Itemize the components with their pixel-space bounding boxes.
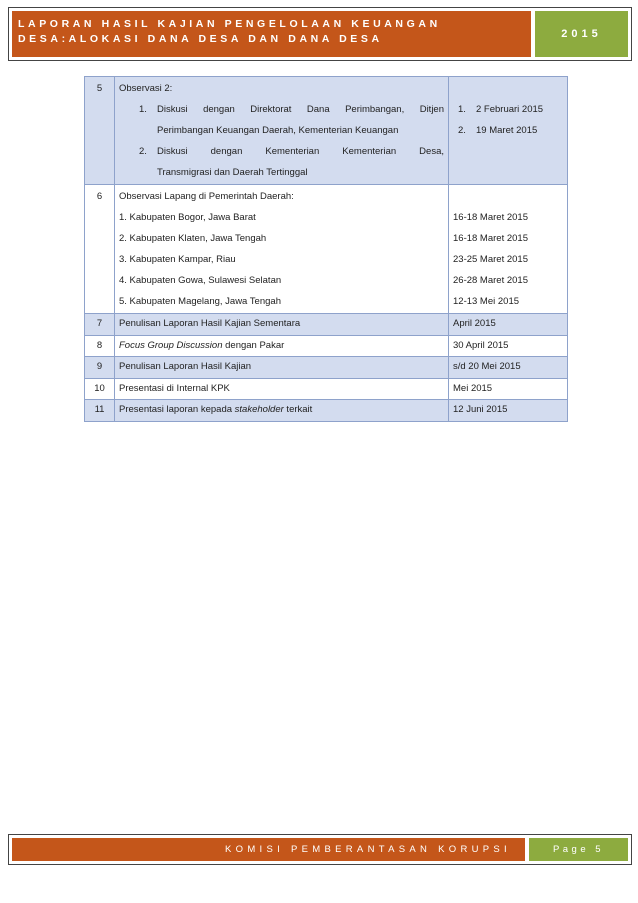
row-number: 11 <box>94 404 105 415</box>
date-item: 2. 19 Maret 2015 <box>458 125 538 136</box>
activity-subitem: 1. Diskusi dengan Direktorat Dana Perimbangan, Ditjen Perimbangan Keuangan Daerah, Kementerian Keuangan <box>139 104 444 136</box>
report-title-line2: DESA:ALOKASI DANA DESA DAN DANA DESA <box>18 33 383 45</box>
row-number: 10 <box>94 382 105 394</box>
page-footer <box>8 834 632 865</box>
date-text: s/d 20 Mei 2015 <box>453 361 521 372</box>
date-text: April 2015 <box>453 318 496 329</box>
date-item: 1. 2 Februari 2015 <box>458 104 544 115</box>
date-item: 16-18 Maret 2015 <box>453 233 528 244</box>
location-item: 2. Kabupaten Klaten, Jawa Tengah <box>119 233 267 244</box>
organization-name: KOMISI PEMBERANTASAN KORUPSI <box>12 838 525 861</box>
page-header <box>8 7 632 61</box>
activity-text: Penulisan Laporan Hasil Kajian Sementara <box>119 318 301 329</box>
activity-title: Observasi 2: <box>119 83 173 94</box>
date-text: Mei 2015 <box>453 382 493 394</box>
location-item: 4. Kabupaten Gowa, Sulawesi Selatan <box>119 275 282 286</box>
activity-title: Observasi Lapang di Pemerintah Daerah: <box>119 191 294 202</box>
table-row <box>85 357 568 379</box>
activity-text: Presentasi laporan kepada stakeholder terkait <box>119 404 313 415</box>
activity-text: Focus Group Discussion dengan Pakar <box>119 339 285 351</box>
row-number: 6 <box>96 191 103 202</box>
report-year: 2015 <box>535 11 628 57</box>
schedule-table <box>84 76 568 422</box>
page-number: Page 5 <box>529 838 628 861</box>
activity-subitem: 2. Diskusi dengan Kementerian Kementerian Desa, Transmigrasi dan Daerah Tertinggal <box>139 146 444 178</box>
date-item: 12-13 Mei 2015 <box>453 296 520 307</box>
table-row <box>85 314 568 336</box>
location-item: 3. Kabupaten Kampar, Riau <box>119 254 236 265</box>
activity-text: Penulisan Laporan Hasil Kajian <box>119 361 252 372</box>
location-item: 1. Kabupaten Bogor, Jawa Barat <box>119 212 256 223</box>
date-text: 12 Juni 2015 <box>453 404 508 415</box>
table-row <box>85 378 568 400</box>
row-number: 7 <box>96 318 103 329</box>
date-text: 30 April 2015 <box>453 339 509 351</box>
location-item: 5. Kabupaten Magelang, Jawa Tengah <box>119 296 281 307</box>
date-item: 16-18 Maret 2015 <box>453 212 528 223</box>
row-number: 8 <box>96 339 103 351</box>
date-item: 26-28 Maret 2015 <box>453 275 528 286</box>
report-title-line1: LAPORAN HASIL KAJIAN PENGELOLAAN KEUANGAN <box>18 18 441 30</box>
table-row <box>85 335 568 357</box>
row-number: 9 <box>96 361 103 372</box>
table-row <box>85 400 568 422</box>
report-title <box>12 11 531 57</box>
date-item: 23-25 Maret 2015 <box>453 254 528 265</box>
activity-text: Presentasi di Internal KPK <box>119 382 230 394</box>
table-row <box>85 77 568 185</box>
table-row <box>85 185 568 314</box>
row-number: 5 <box>96 83 103 94</box>
